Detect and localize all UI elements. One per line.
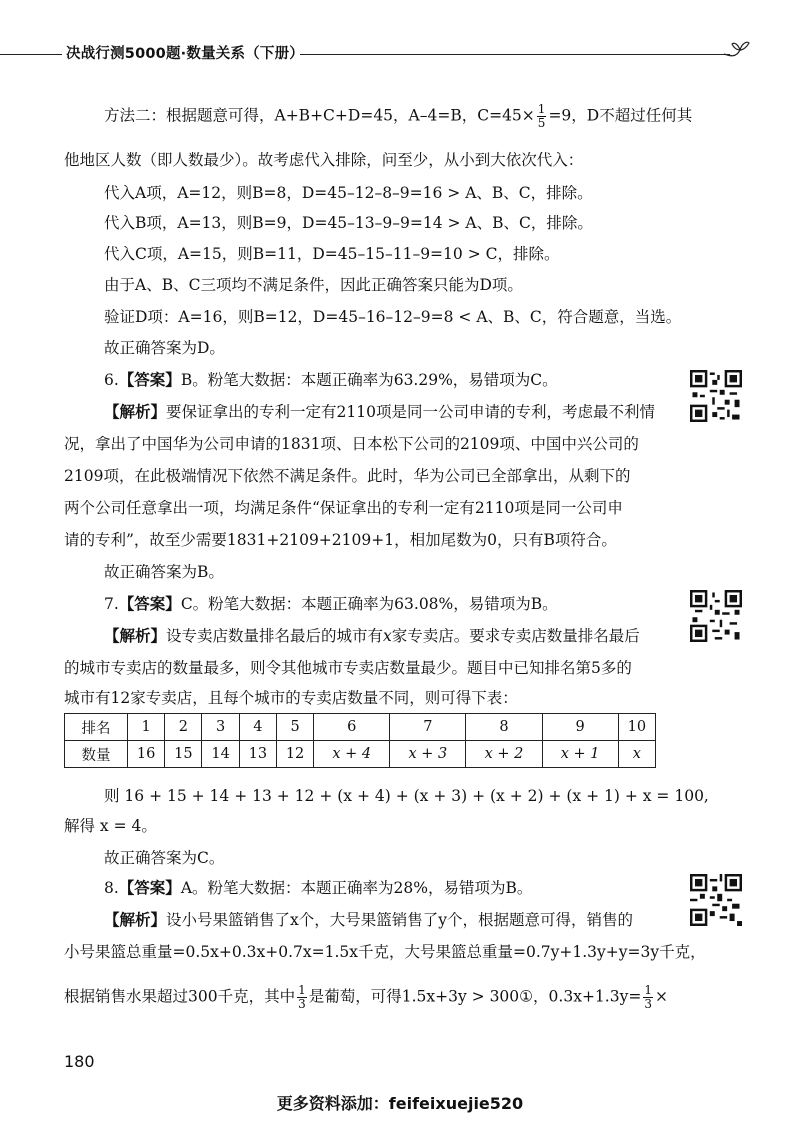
text-line: 两个公司任意拿出一项，均满足条件“保证拿出的专利一定有2110项是同一公司申	[64, 499, 623, 517]
analysis-line	[104, 910, 633, 930]
table-cell: 8	[466, 714, 542, 741]
fraction	[537, 103, 547, 130]
text-line: 况，拿出了中国华为公司申请的1831项、日本松下公司的2109项、中国中兴公司的	[64, 435, 639, 453]
text-line: 小号果篮总重量=0.5x+0.3x+0.7x=1.5x千克，大号果篮总重量=0.7y+1.3y+y=3y千克，	[64, 943, 706, 961]
text-span: 根据销售水果超过300千克，其中	[64, 987, 296, 1006]
fraction	[643, 984, 653, 1011]
text-span: 设专卖店数量排名最后的城市有	[166, 627, 384, 645]
book-title: 决战行测5000题·数量关系（下册）	[66, 46, 304, 62]
answer-tag: 【答案】	[118, 370, 181, 389]
table-cell: x + 3	[390, 741, 466, 768]
fraction-denominator: 3	[298, 997, 306, 1011]
analysis-tag: 【解析】	[104, 910, 167, 929]
qr-code-icon[interactable]	[690, 874, 742, 926]
text-line: 代入C项，A=15，则B=11，D=45–15–11–9=10 > C，排除。	[104, 245, 560, 263]
text-line: 故正确答案为B。	[104, 563, 224, 581]
page-number: 180	[64, 1052, 95, 1071]
table-cell: x + 2	[466, 741, 542, 768]
text-line: 由于A、B、C三项均不满足条件，因此正确答案只能为D项。	[104, 276, 523, 294]
table-header-cell: 数量	[65, 741, 128, 768]
table-cell: 3	[202, 714, 239, 741]
table-cell: 5	[276, 714, 313, 741]
fraction-numerator: 1	[644, 983, 652, 997]
qr-code-icon[interactable]	[690, 370, 742, 422]
answer-tag: 【答案】	[118, 878, 181, 897]
text-line	[104, 103, 692, 130]
fraction-denominator: 3	[644, 997, 652, 1011]
equation-line: 解得 x = 4。	[64, 817, 157, 835]
table-cell: 9	[542, 714, 618, 741]
table-cell: 7	[390, 714, 466, 741]
text-span: =9，D不超过任何其	[548, 106, 693, 125]
table-cell: 6	[314, 714, 390, 741]
text-line: 验证D项：A=16，则B=12，D=45–16–12–9=8 < A、B、C，符合题意，当选。	[104, 308, 682, 326]
text-span: 设小号果篮销售了x个，大号果篮销售了y个，根据题意可得，销售的	[166, 911, 634, 929]
answer-line-q6	[104, 370, 558, 390]
analysis-tag: 【解析】	[104, 402, 167, 421]
question-number: 7.	[104, 595, 119, 613]
table-cell: 16	[128, 741, 165, 768]
table-row	[65, 741, 656, 768]
analysis-tag: 【解析】	[104, 626, 167, 645]
text-line: 代入B项，A=13，则B=9，D=45–13–9–9=14 > A、B、C，排除。	[104, 214, 593, 232]
table-cell: 15	[165, 741, 202, 768]
text-line: 的城市专卖店的数量最多，则令其他城市专卖店数量最少。题目中已知排名第5多的	[64, 659, 632, 677]
text-line: 故正确答案为C。	[104, 849, 225, 867]
table-cell: x + 1	[542, 741, 618, 768]
text-line	[64, 984, 668, 1011]
question-number: 6.	[104, 371, 119, 389]
table-cell: 13	[239, 741, 276, 768]
fraction-numerator: 1	[537, 102, 546, 116]
fraction-denominator: 5	[537, 116, 546, 130]
answer-line-q8	[104, 878, 532, 898]
question-number: 8.	[104, 879, 119, 897]
fraction-numerator: 1	[298, 983, 306, 997]
answer-text: B。粉笔大数据：本题正确率为63.29%，易错项为C。	[180, 371, 558, 389]
text-span: 要保证拿出的专利一定有2110项是同一公司申请的专利，考虑最不利情	[166, 403, 655, 421]
table-cell: 10	[618, 714, 655, 741]
ranking-table	[64, 713, 656, 768]
fraction	[297, 984, 307, 1011]
text-span: 家专卖店。要求专卖店数量排名最后	[391, 627, 640, 645]
table-cell: 4	[239, 714, 276, 741]
text-line: 城市有12家专卖店，且每个城市的专卖店数量不同，则可得下表：	[64, 689, 518, 707]
analysis-line	[104, 402, 655, 422]
answer-line-q7	[104, 594, 558, 614]
table-cell: 2	[165, 714, 202, 741]
table-row	[65, 714, 656, 741]
equation-line: 则 16 + 15 + 14 + 13 + 12 + (x + 4) + (x + 3) + (x + 2) + (x + 1) + x = 100,	[104, 787, 709, 805]
table-cell: x	[618, 741, 655, 768]
table-cell: x + 4	[314, 741, 390, 768]
table-cell: 14	[202, 741, 239, 768]
variable: x	[383, 627, 392, 645]
text-span: ×	[654, 987, 668, 1006]
table-cell: 12	[276, 741, 313, 768]
text-span: 方法二：根据题意可得，A+B+C+D=45，A–4=B，C=45×	[104, 106, 535, 125]
qr-code-icon[interactable]	[690, 590, 742, 642]
text-line: 请的专利”，故至少需要1831+2109+2109+1，相加尾数为0，只有B项符合。	[64, 531, 617, 549]
text-span: 是葡萄，可得1.5x+3y > 300①，0.3x+1.3y=	[308, 987, 642, 1006]
text-line: 2109项，在此极端情况下依然不满足条件。此时，华为公司已全部拿出，从剩下的	[64, 467, 631, 485]
analysis-line	[104, 626, 640, 646]
footer-note: 更多资料添加：feifeixuejie520	[276, 1094, 524, 1113]
answer-text: A。粉笔大数据：本题正确率为28%，易错项为B。	[180, 879, 533, 897]
text-line: 他地区人数（即人数最少）。故考虑代入排除，问至少，从小到大依次代入：	[64, 151, 584, 169]
text-line: 代入A项，A=12，则B=8，D=45–12–8–9=16 > A、B、C，排除。	[104, 184, 593, 202]
text-line: 故正确答案为D。	[104, 339, 225, 357]
answer-text: C。粉笔大数据：本题正确率为63.08%，易错项为B。	[180, 595, 558, 613]
table-header-cell: 排名	[65, 714, 128, 741]
table-cell: 1	[128, 714, 165, 741]
answer-tag: 【答案】	[118, 594, 181, 613]
